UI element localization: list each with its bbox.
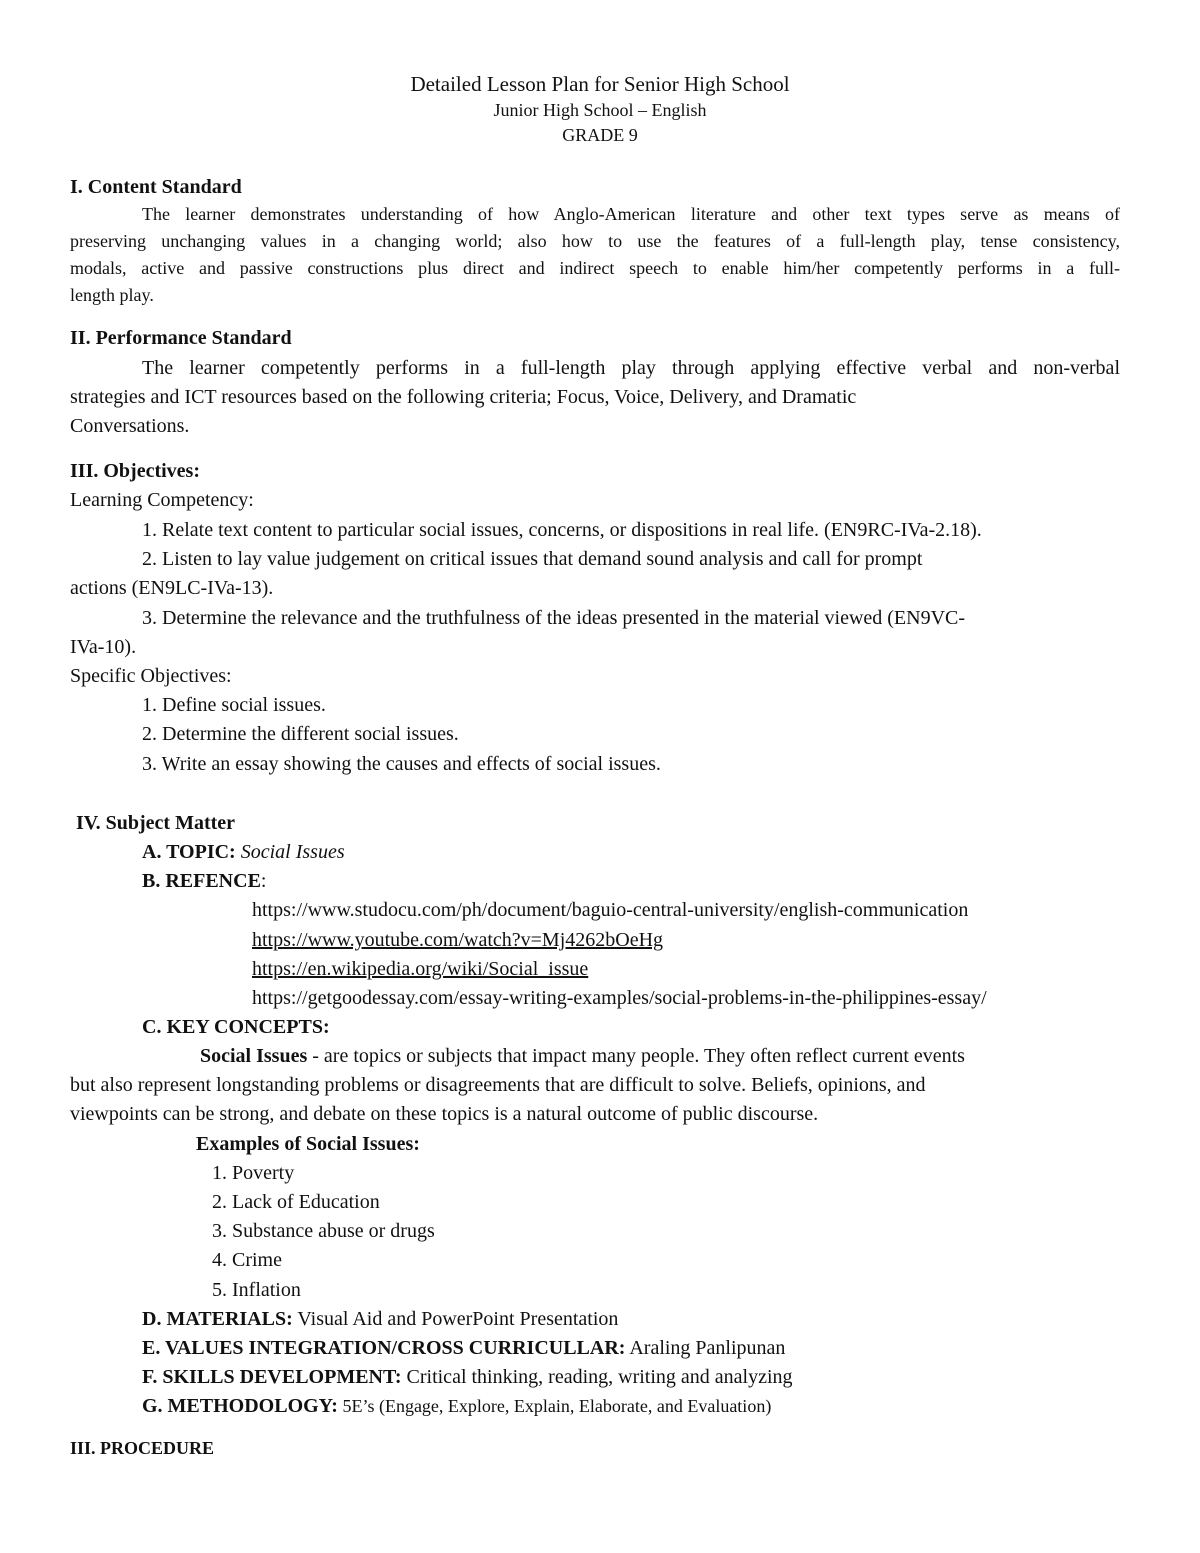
materials-row	[142, 1309, 618, 1329]
reference-link[interactable]: https://www.youtube.com/watch?v=Mj4262bOeHg	[252, 929, 664, 951]
values-row	[142, 1338, 785, 1358]
example-item: 4. Crime	[212, 1249, 282, 1271]
example-item: 2. Lack of Education	[212, 1191, 380, 1213]
content-standard-line: modals, active and passive constructions plus direct and indirect speech to enable him/her competently performs in a full-	[70, 258, 1120, 278]
performance-standard-line: strategies and ICT resources based on the following criteria; Focus, Voice, Delivery, and Dramatic	[70, 386, 857, 408]
example-item: 1. Poverty	[212, 1162, 295, 1184]
key-concept-term: Social Issues	[200, 1045, 308, 1067]
performance-standard-line: The learner competently performs in a full-length play through applying effective verbal and non-verbal	[142, 357, 1120, 379]
learning-competency-item-cont: actions (EN9LC-IVa-13).	[70, 577, 274, 599]
content-standard-line: length play.	[70, 285, 154, 305]
example-item: 5. Inflation	[212, 1279, 301, 1301]
document-grade: GRADE 9	[562, 125, 638, 145]
key-concepts-label: C. KEY CONCEPTS:	[142, 1016, 330, 1038]
skills-value: Critical thinking, reading, writing and analyzing	[401, 1366, 793, 1388]
key-concept-definition: - are topics or subjects that impact many people. They often reflect current events	[307, 1045, 965, 1067]
document-title: Detailed Lesson Plan for Senior High School	[410, 72, 790, 96]
content-standard-line: preserving unchanging values in a changing world; also how to use the features of a full-length play, tense consistency,	[70, 231, 1120, 251]
key-concept-line: but also represent longstanding problems or disagreements that are difficult to solve. Beliefs, opinions, and	[70, 1074, 926, 1096]
subject-matter-heading: IV. Subject Matter	[76, 812, 236, 834]
methodology-label: G. METHODOLOGY:	[142, 1395, 338, 1417]
materials-label: D. MATERIALS:	[142, 1308, 293, 1330]
document-subtitle: Junior High School – English	[493, 100, 707, 120]
performance-standard-heading: II. Performance Standard	[70, 327, 292, 349]
objectives-heading: III. Objectives:	[70, 460, 200, 482]
specific-objective-item: 3. Write an essay showing the causes and effects of social issues.	[142, 753, 661, 775]
learning-competency-item-cont: IVa-10).	[70, 636, 137, 658]
reference-link[interactable]: https://www.studocu.com/ph/document/baguio-central-university/english-communication	[252, 899, 969, 921]
content-standard-line: The learner demonstrates understanding of how Anglo-American literature and other text types serve as means of	[142, 204, 1120, 224]
skills-label: F. SKILLS DEVELOPMENT:	[142, 1366, 402, 1388]
learning-competency-item: 3. Determine the relevance and the truthfulness of the ideas presented in the material viewed (EN9VC-	[142, 607, 966, 629]
learning-competency-item: 1. Relate text content to particular social issues, concerns, or dispositions in real life. (EN9RC-IVa-2.18).	[142, 519, 982, 541]
examples-heading: Examples of Social Issues:	[196, 1133, 420, 1155]
methodology-value: 5E’s (Engage, Explore, Explain, Elaborate, and Evaluation)	[337, 1396, 772, 1416]
performance-standard-line: Conversations.	[70, 415, 190, 437]
topic-value: Social Issues	[240, 841, 345, 863]
procedure-heading: III. PROCEDURE	[70, 1438, 215, 1458]
learning-competency-item: 2. Listen to lay value judgement on critical issues that demand sound analysis and call for prompt	[142, 548, 923, 570]
reference-link[interactable]: https://en.wikipedia.org/wiki/Social_issue	[252, 958, 589, 980]
topic-label: A. TOPIC:	[142, 841, 236, 863]
example-item: 3. Substance abuse or drugs	[212, 1220, 435, 1242]
reference-row	[142, 871, 266, 891]
reference-link[interactable]: https://getgoodessay.com/essay-writing-examples/social-problems-in-the-philippines-essay/	[252, 987, 987, 1009]
key-concept-line	[200, 1046, 965, 1066]
skills-row	[142, 1367, 793, 1387]
topic-row	[142, 842, 345, 862]
content-standard-heading: I. Content Standard	[70, 176, 242, 198]
specific-objective-item: 2. Determine the different social issues.	[142, 723, 459, 745]
methodology-row	[142, 1396, 771, 1416]
specific-objective-item: 1. Define social issues.	[142, 694, 326, 716]
key-concept-line: viewpoints can be strong, and debate on these topics is a natural outcome of public discourse.	[70, 1103, 819, 1125]
reference-colon: :	[260, 870, 267, 892]
specific-objectives-label: Specific Objectives:	[70, 665, 232, 687]
learning-competency-label: Learning Competency:	[70, 489, 254, 511]
values-label: E. VALUES INTEGRATION/CROSS CURRICULLAR:	[142, 1337, 626, 1359]
values-value: Araling Panlipunan	[625, 1337, 786, 1359]
materials-value: Visual Aid and PowerPoint Presentation	[292, 1308, 619, 1330]
reference-label: B. REFENCE	[142, 870, 261, 892]
